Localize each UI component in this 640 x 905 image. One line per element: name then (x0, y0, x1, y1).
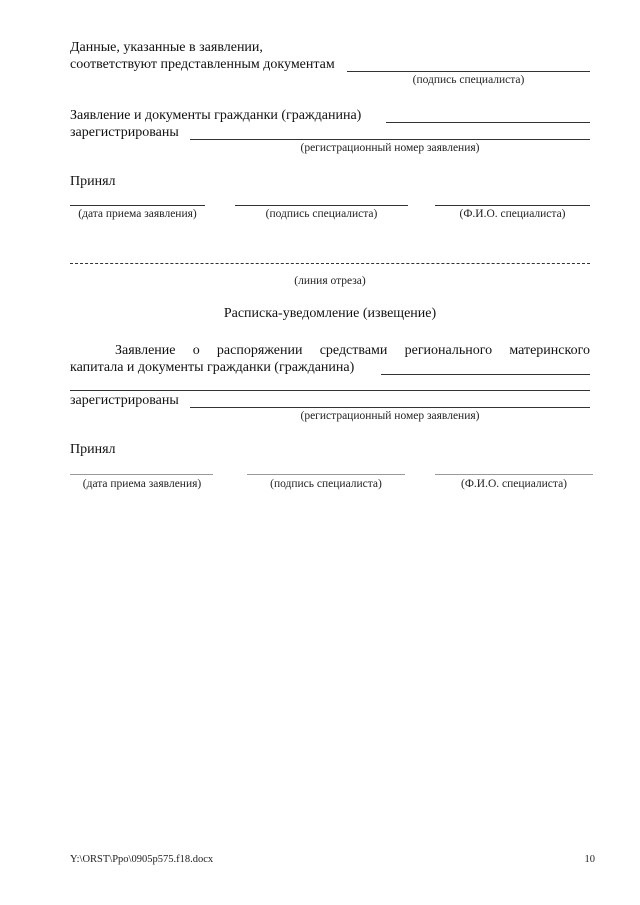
cut-line (70, 263, 590, 264)
signature-blank (247, 474, 405, 475)
fio-blank (435, 205, 590, 206)
receipt-registered-label: зарегистрированы (70, 393, 179, 408)
signature-caption: (подпись специалиста) (270, 478, 382, 490)
footer-file-path: Y:\ORST\Ppo\0905p575.f18.docx (70, 854, 214, 865)
date-caption: (дата приема заявления) (78, 208, 197, 220)
section1-line1: Данные, указанные в заявлении, (70, 40, 263, 55)
registration-number-caption: (регистрационный номер заявления) (300, 410, 480, 422)
section1-line2: соответствуют представленным документам (70, 57, 335, 72)
signature-caption: (подпись специалиста) (412, 74, 525, 86)
date-blank (70, 205, 205, 206)
receipt-paragraph-line1: Заявление о распоряжении средствами регионального материнского (115, 343, 590, 358)
receipt-accepted-heading: Принял (70, 442, 116, 457)
fio-caption: (Ф.И.О. специалиста) (461, 478, 567, 490)
section2-line1: Заявление и документы гражданки (гражданина) (70, 108, 362, 123)
page-number: 10 (584, 854, 595, 865)
registration-number-caption: (регистрационный номер заявления) (300, 142, 480, 154)
signature-blank (235, 205, 408, 206)
registration-number-blank (190, 139, 590, 140)
signature-caption: (подпись специалиста) (265, 208, 378, 220)
citizen-name-blank (381, 374, 590, 375)
signature-blank (347, 71, 590, 72)
receipt-title: Расписка-уведомление (извещение) (223, 306, 437, 321)
cut-line-caption: (линия отреза) (294, 275, 366, 287)
citizen-name-blank (386, 122, 590, 123)
fio-blank (435, 474, 593, 475)
accepted-heading: Принял (70, 174, 116, 189)
section2-line2: зарегистрированы (70, 125, 179, 140)
registration-number-blank (190, 407, 590, 408)
fio-caption: (Ф.И.О. специалиста) (459, 208, 566, 220)
receipt-paragraph-line2: капитала и документы гражданки (гражданина) (70, 360, 355, 375)
date-blank (70, 474, 213, 475)
citizen-name-continuation-blank (70, 390, 590, 391)
date-caption: (дата приема заявления) (82, 478, 202, 490)
